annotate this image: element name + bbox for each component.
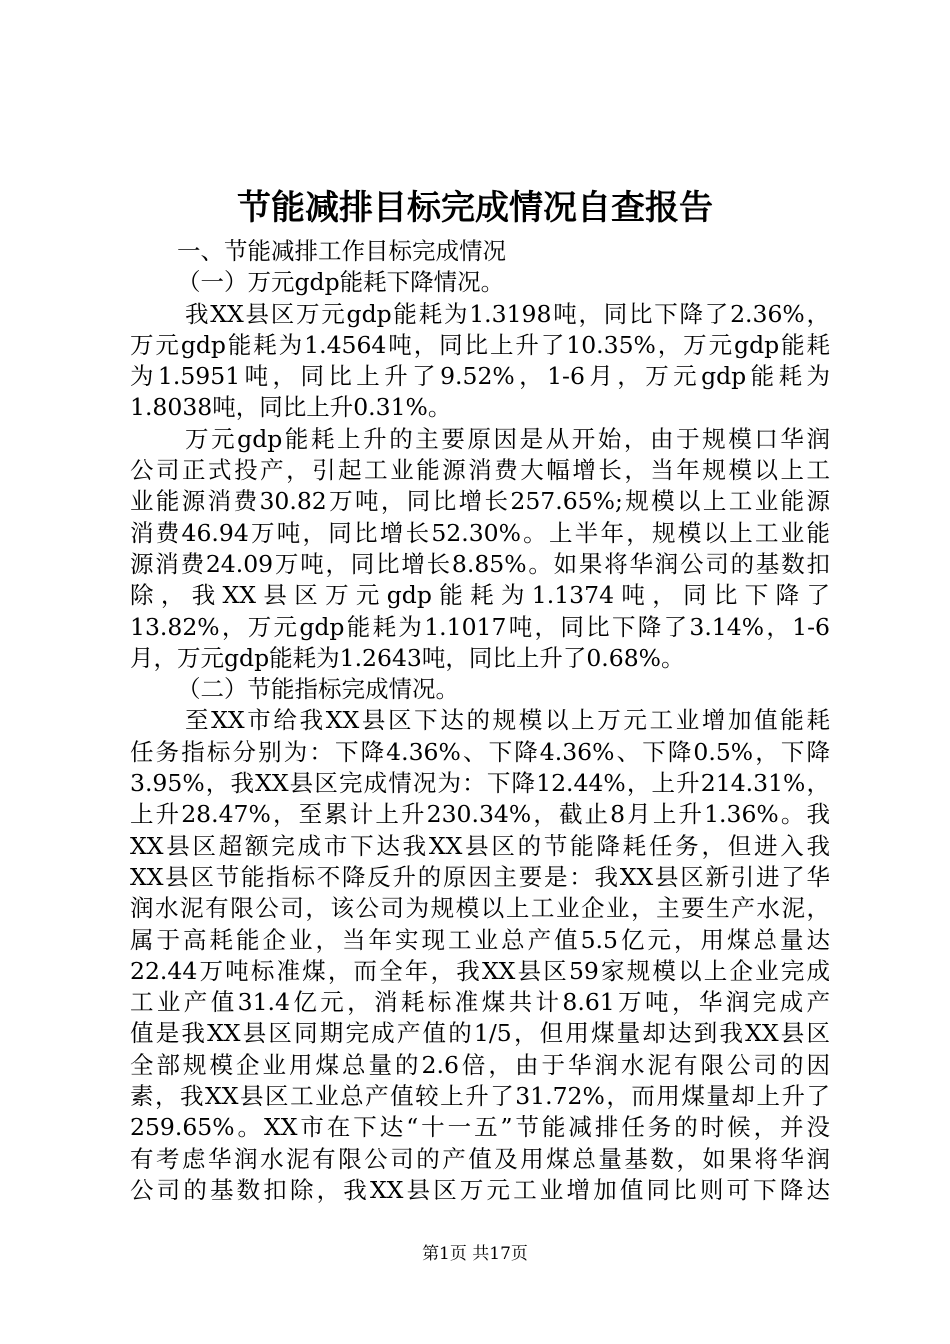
paragraph-line: 除，我XX县区万元gdp能耗为1.1374吨，同比下降了: [130, 581, 830, 610]
section-heading: 一、节能减排工作目标完成情况: [177, 237, 506, 265]
paragraph-line: 源消费24.09万吨，同比增长8.85%。如果将华润公司的基数扣: [130, 549, 830, 578]
paragraph-line: 属于高耗能企业，当年实现工业总产值5.5亿元，用煤总量达: [130, 925, 830, 954]
paragraph-line: 公司正式投产，引起工业能源消费大幅增长，当年规模以上工: [130, 456, 830, 485]
paragraph-line: 上升28.47%，至累计上升230.34%，截止8月上升1.36%。我: [130, 800, 830, 829]
paragraph-line: 3.95%，我XX县区完成情况为：下降12.44%，上升214.31%，: [130, 769, 830, 798]
subsection-heading: （一）万元gdp能耗下降情况。: [177, 268, 505, 297]
page-footer: 第1页 共17页: [422, 1244, 528, 1264]
paragraph-line: 工业产值31.4亿元，消耗标准煤共计8.61万吨，华润完成产: [130, 988, 830, 1017]
paragraph-line: 万元gdp能耗为1.4564吨，同比上升了10.35%，万元gdp能耗: [130, 330, 830, 359]
paragraph-line: 为1.5951吨，同比上升了9.52%，1-6月，万元gdp能耗为: [130, 362, 830, 391]
document-body: [130, 236, 830, 1206]
paragraph-line: 公司的基数扣除，我XX县区万元工业增加值同比则可下降达: [130, 1175, 830, 1204]
paragraph-line: 22.44万吨标准煤，而全年，我XX县区59家规模以上企业完成: [130, 956, 830, 985]
paragraph-line: 13.82%，万元gdp能耗为1.1017吨，同比下降了3.14%，1-6: [130, 612, 830, 641]
paragraph-line: 259.65%。XX市在下达“十一五”节能减排任务的时候，并没: [130, 1113, 830, 1142]
paragraph-line: 月，万元gdp能耗为1.2643吨，同比上升了0.68%。: [130, 643, 685, 672]
paragraph-line: 1.8038吨，同比上升0.31%。: [130, 393, 452, 422]
paragraph-line: 至XX市给我XX县区下达的规模以上万元工业增加值能耗: [185, 706, 830, 735]
paragraph-line: 业能源消费30.82万吨，同比增长257.65%;规模以上工业能源: [130, 487, 830, 516]
paragraph-line: 全部规模企业用煤总量的2.6倍，由于华润水泥有限公司的因: [130, 1050, 830, 1079]
paragraph-line: 任务指标分别为：下降4.36%、下降4.36%、下降0.5%，下降: [130, 737, 830, 766]
paragraph-line: XX县区节能指标不降反升的原因主要是：我XX县区新引进了华: [130, 862, 830, 891]
paragraph-line: 消费46.94万吨，同比增长52.30%。上半年，规模以上工业能: [130, 518, 830, 547]
paragraph-line: 润水泥有限公司，该公司为规模以上工业企业，主要生产水泥，: [130, 894, 830, 923]
paragraph-line: 我XX县区万元gdp能耗为1.3198吨，同比下降了2.36%，: [185, 299, 830, 328]
paragraph-line: 万元gdp能耗上升的主要原因是从开始，由于规模口华润: [185, 424, 830, 453]
paragraph-line: 有考虑华润水泥有限公司的产值及用煤总量基数，如果将华润: [130, 1144, 830, 1173]
document-title: 节能减排目标完成情况自查报告: [237, 188, 713, 228]
paragraph-line: 值是我XX县区同期完成产值的1/5，但用煤量却达到我XX县区: [130, 1019, 830, 1048]
paragraph-line: 素，我XX县区工业总产值较上升了31.72%，而用煤量却上升了: [130, 1082, 830, 1111]
subsection-heading: （二）节能指标完成情况。: [177, 675, 459, 704]
paragraph-line: XX县区超额完成市下达我XX县区的节能降耗任务，但进入我: [130, 831, 830, 860]
